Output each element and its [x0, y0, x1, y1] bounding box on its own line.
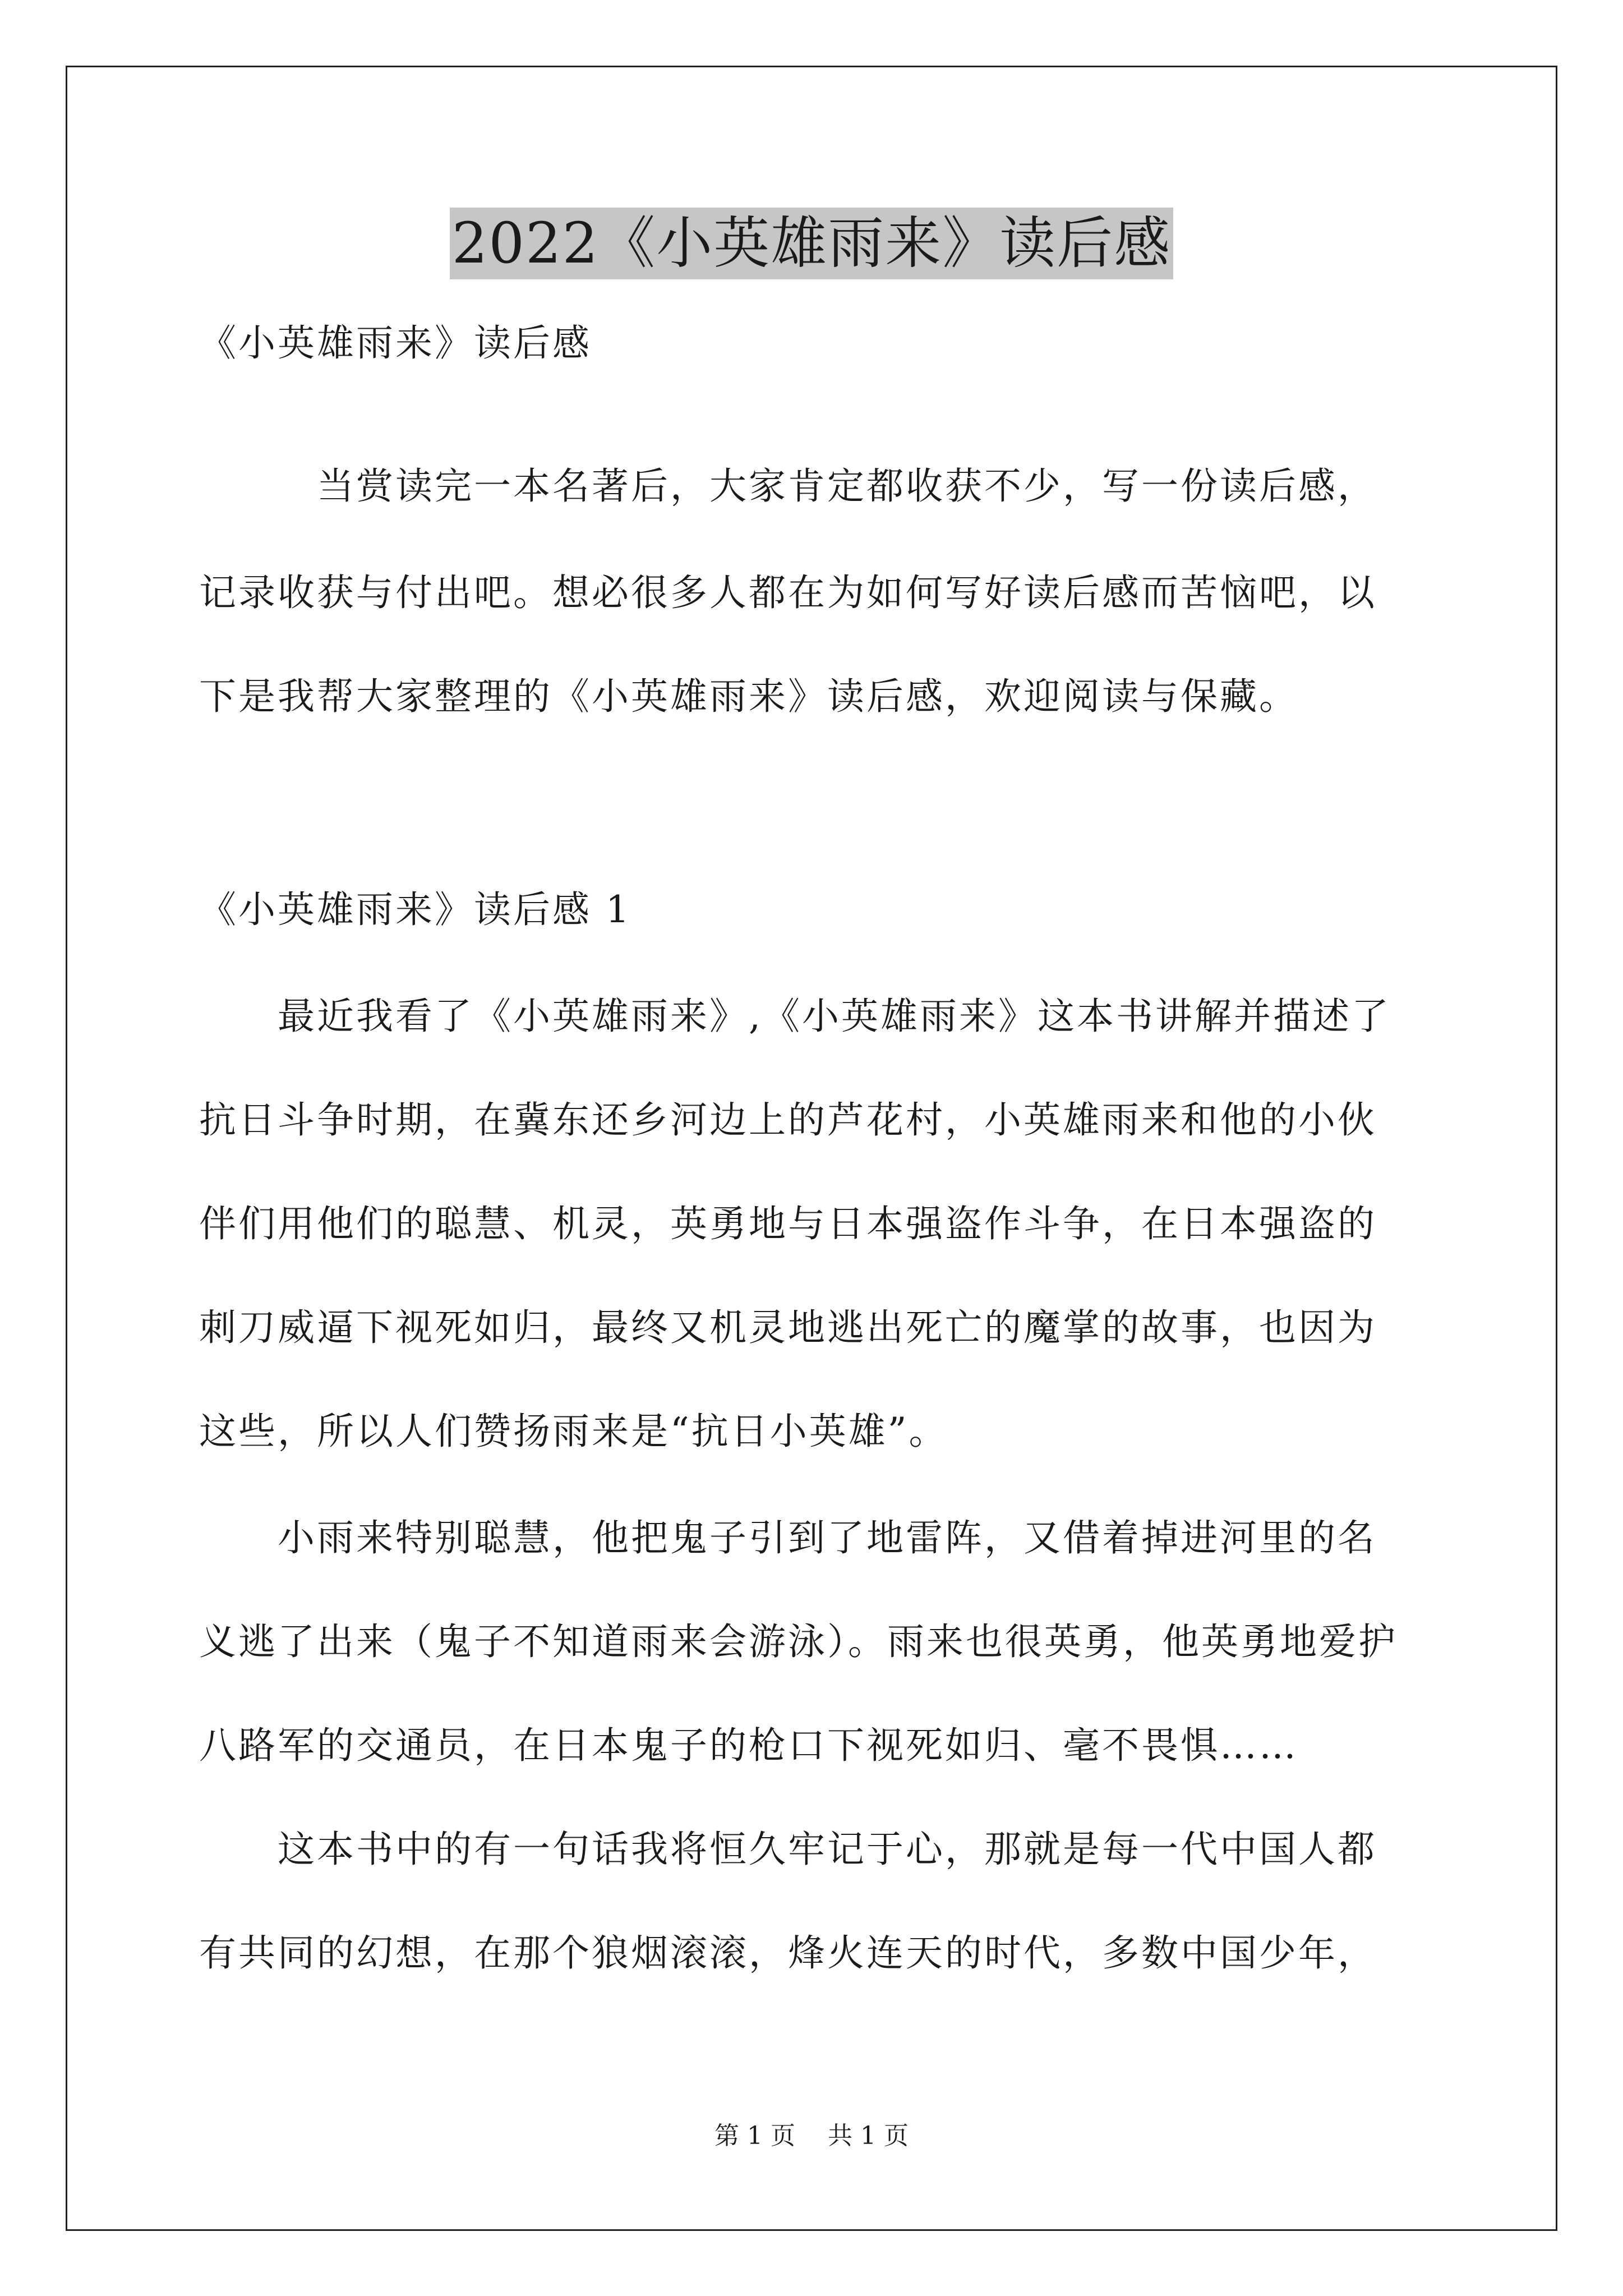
paragraph-line: 当赏读完一本名著后，大家肯定都收获不少，写一份读后感， [199, 464, 1377, 508]
paragraph-line: 下是我帮大家整理的《小英雄雨来》读后感，欢迎阅读与保藏。 [199, 675, 1298, 718]
page-border [66, 66, 1557, 2231]
paragraph-line: 小雨来特别聪慧，他把鬼子引到了地雷阵，又借着掉进河里的名 [199, 1516, 1377, 1559]
paragraph-line: 记录收获与付出吧。想必很多人都在为如何写好读后感而苦恼吧，以 [199, 571, 1377, 614]
paragraph-line: 有共同的幻想，在那个狼烟滚滚，烽火连天的时代，多数中国少年， [199, 1931, 1377, 1975]
document-title: 2022《小英雄雨来》读后感 [450, 208, 1174, 279]
paragraph-line: 抗日斗争时期，在冀东还乡河边上的芦花村，小英雄雨来和他的小伙 [199, 1098, 1377, 1142]
paragraph-line: 八路军的交通员，在日本鬼子的枪口下视死如归、毫不畏惧…… [199, 1724, 1298, 1767]
paragraph-line: 义逃了出来（鬼子不知道雨来会游泳）。雨来也很英勇，他英勇地爱护 [199, 1620, 1398, 1663]
title-container [0, 208, 1623, 279]
paragraph-line: 这些，所以人们赞扬雨来是“抗日小英雄”。 [199, 1410, 948, 1453]
paragraph-line: 伴们用他们的聪慧、机灵，英勇地与日本强盗作斗争，在日本强盗的 [199, 1202, 1377, 1245]
paragraph-line: 最近我看了《小英雄雨来》,《小英雄雨来》这本书讲解并描述了 [199, 995, 1391, 1038]
section-heading: 《小英雄雨来》读后感 1 [199, 888, 631, 931]
page-footer: 第 1 页 共 1 页 [714, 2122, 909, 2150]
paragraph-line: 这本书中的有一句话我将恒久牢记于心，那就是每一代中国人都 [199, 1828, 1377, 1871]
paragraph-line: 刺刀威逼下视死如归，最终又机灵地逃出死亡的魔掌的故事，也因为 [199, 1306, 1377, 1349]
intro-heading: 《小英雄雨来》读后感 [199, 321, 592, 365]
